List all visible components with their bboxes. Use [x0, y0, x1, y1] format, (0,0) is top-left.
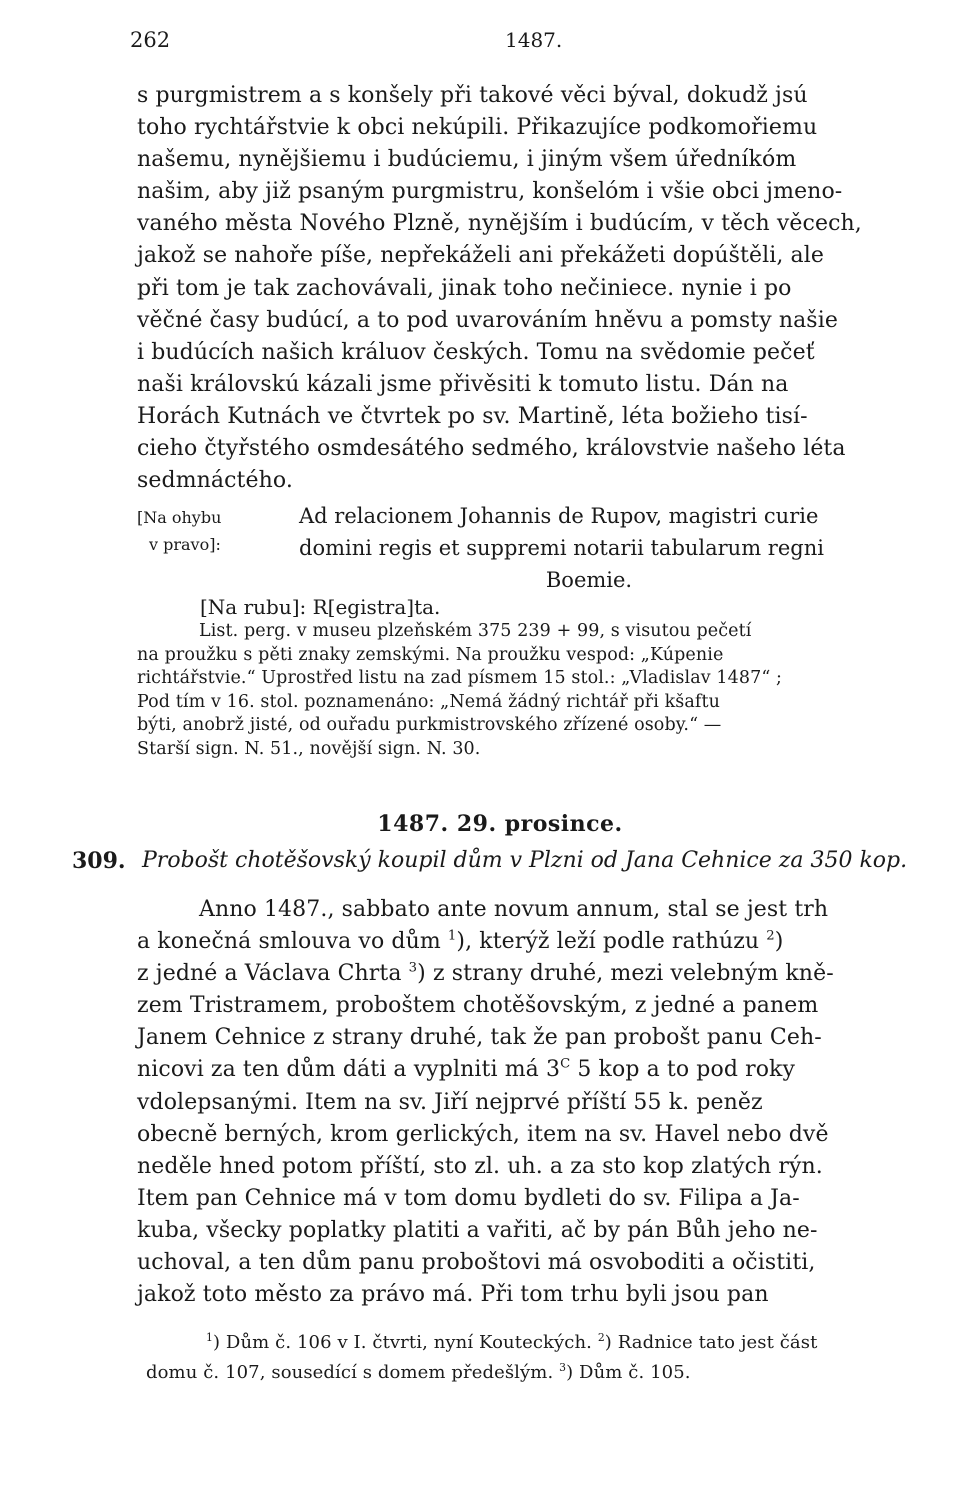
text-line: Pod tím v 16. stol. poznamenáno: „Nemá žádný richtář při kšaftu	[137, 691, 721, 712]
footnote-marker: 3	[559, 1361, 567, 1374]
running-head-year: 1487.	[505, 28, 563, 52]
footnote-marker: 3	[408, 960, 418, 976]
text-line: našim, aby již psaným purgmistru, konšelóm i všie obci jmeno-	[137, 179, 843, 205]
text-line: neděle hned potom příští, sto zl. uh. a za sto kop zlatých rýn.	[137, 1153, 823, 1179]
document-title: Probošt chotěšovský koupil dům v Plzni od Jana Cehnice za 350 kop.	[142, 848, 908, 873]
fold-note	[137, 500, 897, 598]
text-line: Item pan Cehnice má v tom domu bydleti do sv. Filipa a Ja-	[137, 1185, 800, 1211]
text-span: ), kterýž leží podle rathúzu	[456, 929, 767, 955]
text-line: zem Tristramem, proboštem chotěšovským, z jedné a panem	[137, 993, 819, 1019]
text-line: List. perg. v museu plzeňském 375 239 + 99, s visutou pečetí	[199, 621, 752, 641]
text-line: kuba, všecky poplatky platiti a vařiti, ač by pán Bůh jeho ne-	[137, 1217, 818, 1243]
footnote-marker: 2	[766, 928, 775, 944]
text-line: Ad relacionem Johannis de Rupov, magistri curie	[299, 504, 819, 528]
text-line: sedmnáctého.	[137, 468, 293, 494]
text-span: domu č. 107, sousedící s domem předešlým.	[146, 1362, 560, 1383]
document-number: 309.	[72, 848, 126, 874]
fold-note-label	[137, 504, 221, 558]
text-line: toho rychtářstvie k obci nekúpili. Přikazujíce podkomořiemu	[137, 115, 818, 141]
footnote-marker: 2	[597, 1331, 605, 1344]
text-line: býti, anobrž jisté, od ouřadu purkmistrovského zřízené osoby.“ —	[137, 715, 722, 736]
footnote-line	[146, 1328, 906, 1358]
text-line	[137, 926, 897, 958]
footnote-marker: 1	[447, 928, 457, 944]
text-span: 5 kop a to pod roky	[570, 1057, 796, 1083]
fold-note-label-line: v pravo]:	[149, 535, 221, 554]
page-number: 262	[130, 28, 171, 52]
text-line: našemu, nynějšiemu i budúciemu, i jiným všem úředníkóm	[137, 147, 797, 173]
text-line: cieho čtyřstého osmdesátého sedmého, královstvie našeho léta	[137, 436, 846, 462]
text-line: Janem Cehnice z strany druhé, tak že pan probošt panu Ceh-	[137, 1025, 822, 1051]
text-line: na proužku s pěti znaky zemskými. Na proužku vespod: „Kúpenie	[137, 644, 724, 665]
text-line: uchoval, a ten dům panu proboštovi má osvoboditi a očistiti,	[137, 1250, 816, 1276]
text-line: richtářstvie.“ Uprostřed listu na zad písmem 15 stol.: „Vladislav 1487“ ;	[137, 668, 783, 689]
footnote-line	[146, 1358, 906, 1388]
source-description	[137, 620, 897, 762]
footnote-marker: 1	[206, 1331, 213, 1344]
text-line: vdolepsanými. Item na sv. Jiří nejprvé příští 55 k. peněz	[137, 1089, 763, 1115]
text-line: domini regis et suppremi notarii tabularum regni	[299, 536, 824, 560]
page-header	[130, 28, 900, 64]
text-span: ) z strany druhé, mezi velebným kně-	[417, 961, 834, 987]
text-line: s purgmistrem a s konšely při takové věci býval, dokudž jsú	[137, 83, 808, 108]
document-date-heading: 1487. 29. prosince.	[377, 811, 623, 837]
superscript: C	[560, 1057, 571, 1073]
text-span: nicovi za ten dům dáti a vyplniti má 3	[137, 1057, 561, 1083]
text-span: )	[774, 929, 784, 955]
text-line: Starší sign. N. 51., novější sign. N. 30.	[137, 738, 481, 759]
text-span: a konečná smlouva vo dům	[137, 929, 448, 955]
text-line	[137, 958, 897, 990]
text-span: ) Radnice tato jest část	[604, 1332, 818, 1353]
verso-note: [Na rubu]: R[egistra]ta.	[200, 595, 441, 619]
text-line: jakož toto město za právo má. Při tom trhu byli jsou pan	[137, 1282, 769, 1308]
text-line: jakož se nahoře píše, nepřekáželi ani překážeti dopúštěli, ale	[137, 243, 824, 269]
text-line	[137, 1054, 897, 1086]
text-line: Horách Kutnách ve čtvrtek po sv. Martině, léta božieho tisí-	[137, 403, 808, 429]
text-line: při tom je tak zachovávali, jinak toho nečiniece. nynie i po	[137, 275, 792, 301]
text-line: obecně berných, krom gerlických, item na sv. Havel nebo dvě	[137, 1121, 829, 1147]
text-line: vaného města Nového Plzně, nynějším i budúcím, v těch věcech,	[137, 211, 862, 237]
previous-document-body	[137, 80, 897, 497]
text-span: ) Dům č. 106 v I. čtvrti, nyní Kouteckých.	[212, 1332, 598, 1353]
text-line: naši královskú kázali jsme přivěsiti k tomuto listu. Dán na	[137, 371, 789, 397]
text-span: z jedné a Václava Chrta	[137, 961, 409, 987]
text-line: Anno 1487., sabbato ante novum annum, stal se jest trh	[199, 897, 829, 922]
text-line: Boemie.	[545, 568, 633, 592]
document-body	[137, 894, 897, 1311]
fold-note-text	[299, 500, 824, 596]
text-line: věčné časy budúcí, a to pod uvarováním hněvu a pomsty našie	[137, 307, 838, 333]
footnotes	[146, 1328, 906, 1388]
text-span: ) Dům č. 105.	[566, 1362, 691, 1383]
fold-note-label-line: [Na ohybu	[137, 508, 222, 527]
text-line: i budúcích našich králuov českých. Tomu na svědomie pečeť	[137, 339, 815, 365]
